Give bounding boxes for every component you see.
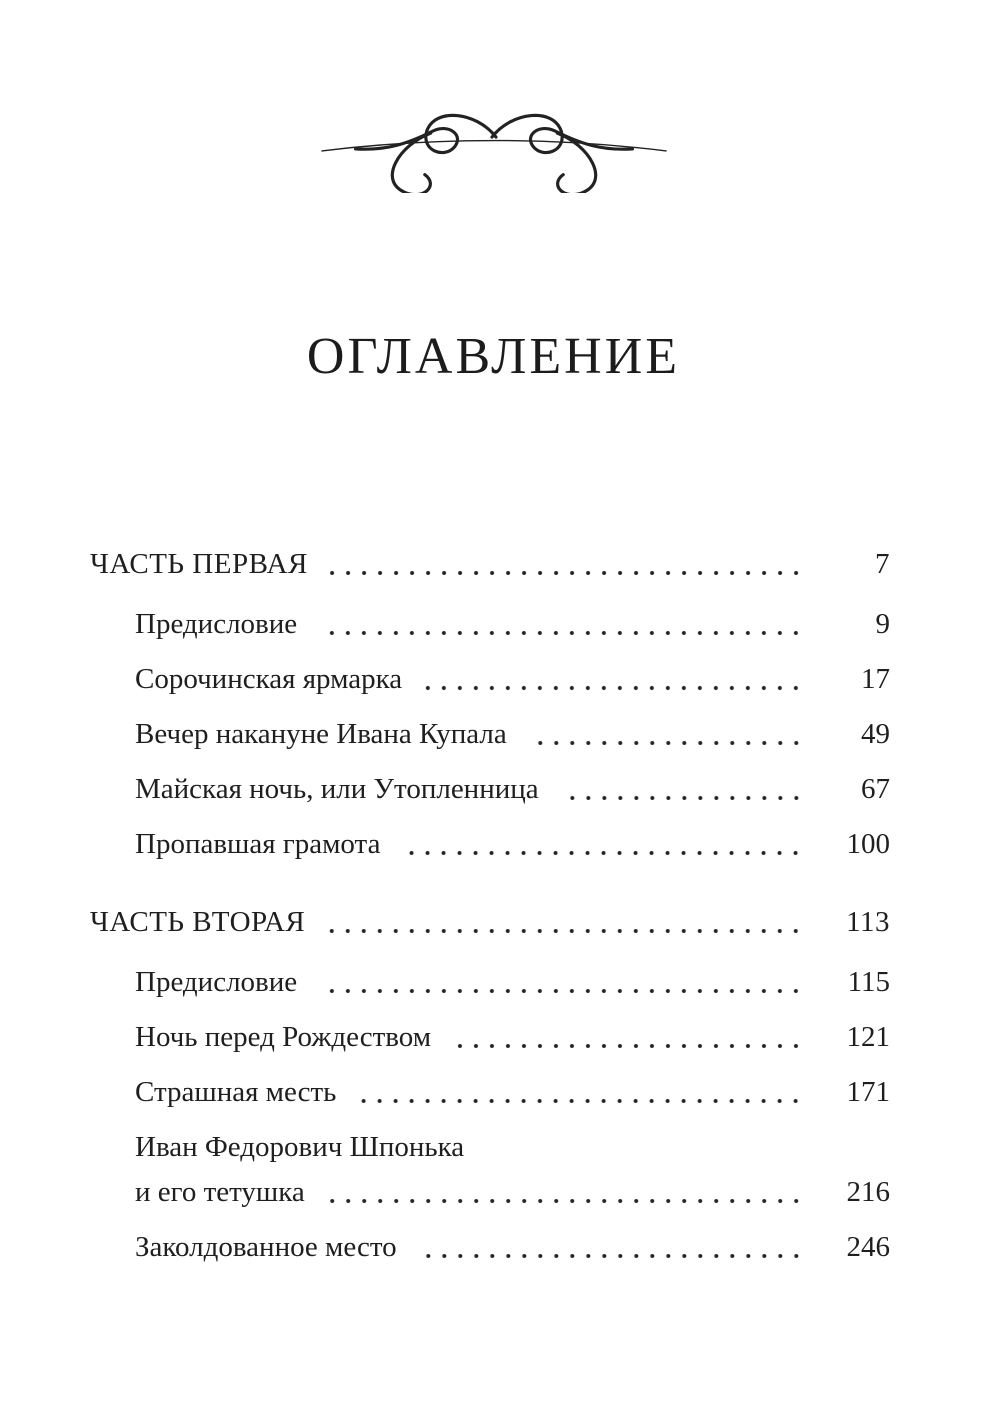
toc-part-label: ЧАСТЬ ПЕРВАЯ (90, 548, 308, 580)
page-title: ОГЛАВЛЕНИЕ (306, 328, 681, 385)
toc-part-page: 113 (846, 906, 890, 938)
dot-leader (529, 739, 808, 747)
dot-leader (402, 849, 808, 857)
toc-entry-page: 171 (846, 1076, 890, 1108)
toc-entry-row (90, 1072, 890, 1112)
toc-entry-row (90, 962, 890, 1002)
toc-entry-label: Предисловие (135, 966, 298, 998)
dot-leader (358, 1097, 808, 1105)
toc-entry-row (90, 1172, 890, 1212)
toc-section (90, 902, 890, 1267)
toc-entry-label: и его тетушка (135, 1176, 305, 1208)
toc-entry-label: Заколдованное место (135, 1231, 397, 1263)
toc-entry-page: 49 (861, 718, 890, 750)
toc-entry-row (90, 824, 890, 864)
dot-leader (327, 927, 808, 935)
toc-entry-label: Пропавшая грамота (135, 828, 381, 860)
toc-part-page: 7 (875, 548, 890, 580)
toc-entry-row (90, 659, 890, 699)
toc-entry-page: 9 (875, 608, 890, 640)
toc-entry-page: 17 (861, 663, 890, 695)
toc-list (90, 544, 890, 1267)
toc-entry-page: 67 (861, 773, 890, 805)
toc-entry-row (90, 1227, 890, 1267)
toc-entry-label: Вечер накануне Ивана Купала (135, 718, 507, 750)
toc-entry-page: 115 (847, 966, 890, 998)
dot-leader (319, 987, 808, 995)
toc-entry-row (90, 769, 890, 809)
dot-leader (327, 1197, 808, 1205)
toc-entry-label: Иван Федорович Шпонька (135, 1131, 465, 1163)
toc-part-row (90, 902, 890, 942)
dot-leader (419, 1252, 808, 1260)
toc-entry-row (90, 1017, 890, 1057)
dot-leader (319, 629, 808, 637)
toc-entry-label: Сорочинская ярмарка (135, 663, 403, 695)
toc-entry-label: Майская ночь, или Утопленница (135, 773, 539, 805)
toc-entry-label: Ночь перед Рождеством (135, 1021, 432, 1053)
toc-entry-row (90, 1127, 890, 1167)
toc-part-label: ЧАСТЬ ВТОРАЯ (90, 906, 306, 938)
dot-leader (561, 794, 808, 802)
dot-leader (424, 684, 808, 692)
toc-entry-page: 246 (846, 1231, 890, 1263)
calligraphic-flourish-icon (316, 93, 672, 193)
toc-entry-row (90, 714, 890, 754)
ornament-container (0, 0, 987, 198)
toc-part-row (90, 544, 890, 584)
dot-leader (453, 1042, 808, 1050)
toc-entry-page: 216 (846, 1176, 890, 1208)
toc-section (90, 544, 890, 864)
toc-entry-label: Предисловие (135, 608, 298, 640)
toc-entry-page: 121 (846, 1021, 890, 1053)
toc-entry-label: Страшная месть (135, 1076, 337, 1108)
toc-entry-page: 100 (846, 828, 890, 860)
toc-entry-row (90, 604, 890, 644)
dot-leader (330, 569, 808, 577)
